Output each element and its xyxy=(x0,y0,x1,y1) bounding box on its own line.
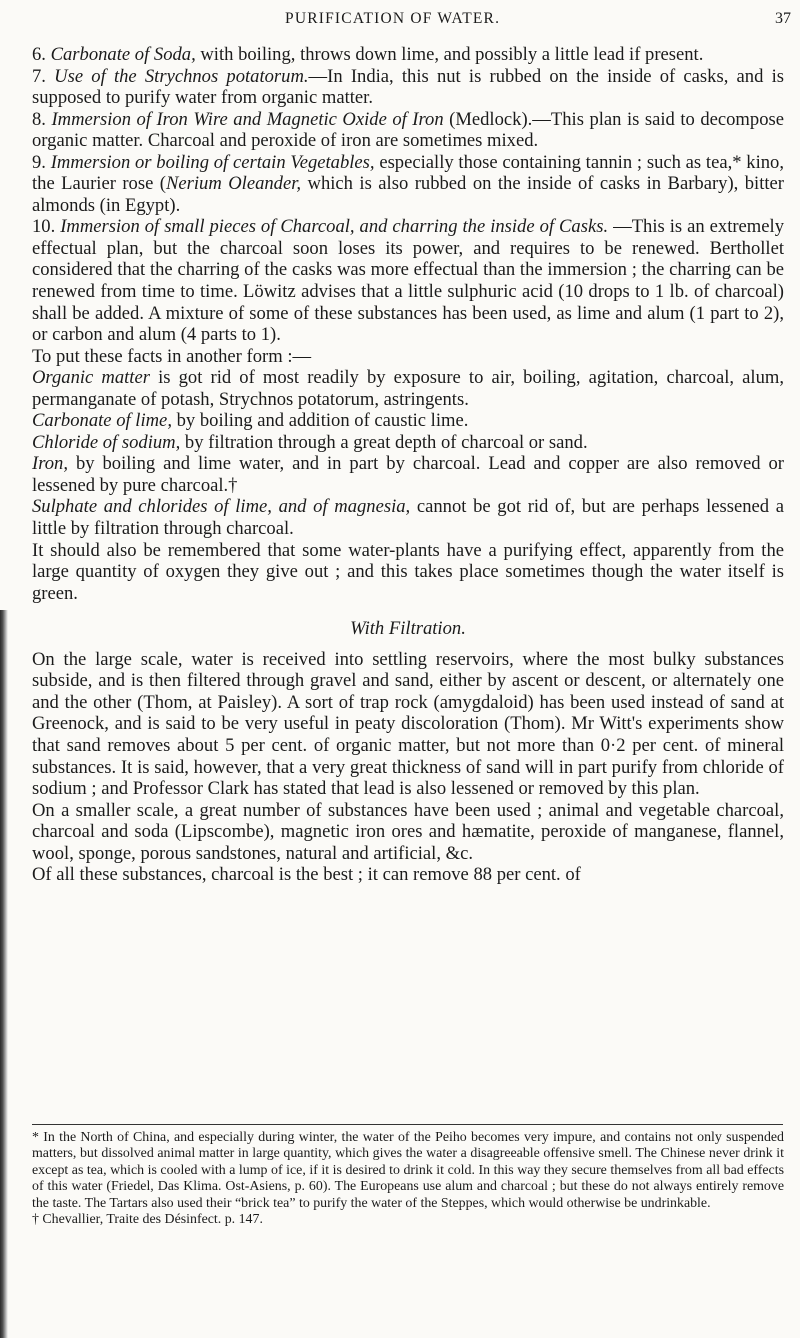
para-text: —In India, this nut is rubbed on the inside of casks, and is supposed to purify water from organic matter. xyxy=(32,65,785,109)
paragraph-8 xyxy=(32,109,784,152)
footnote-rule xyxy=(32,1124,783,1125)
paragraph-large-scale: On the large scale, water is received into settling reservoirs, where the most bulky substances subside, and is then filtered through gravel and sand, either by ascent or descent, or alternately one and the other (Thom, at Paisley). A sort of trap rock (amygdaloid) has been used instead of sand at Greenock, and is said to be very useful in peaty discoloration (Thom). Mr Witt's experiments show that sand removes about 5 per cent. of organic matter, but not more than 0·2 per cent. of mineral substances. It is said, however, that a very great thickness of sand will in part purify from chloride of sodium ; and Professor Clark has stated that lead is also lessened or removed by this plan. xyxy=(32,648,784,800)
body-text xyxy=(32,44,784,886)
paragraph-carbonate-of-lime xyxy=(32,410,784,432)
para-text: by boiling and addition of caustic lime. xyxy=(171,410,469,432)
footnotes xyxy=(32,1130,784,1228)
para-text: especially those containing tannin ; such as tea,* kino, the Laurier rose ( xyxy=(32,151,785,195)
para-number: 8. xyxy=(32,108,52,130)
para-title: Organic matter xyxy=(32,367,150,389)
para-text: which is also rubbed on the inside of casks in Barbary), bitter almonds (in Egypt). xyxy=(32,173,784,216)
para-title: Immersion or boiling of certain Vegetables, xyxy=(50,151,375,173)
para-text: by boiling and lime water, and in part by charcoal. Lead and copper are also removed or lessened by pure charcoal.† xyxy=(32,453,784,496)
page-header xyxy=(0,10,800,40)
para-italic: Nerium Oleander, xyxy=(166,173,302,195)
footnote-chevallier: † Chevallier, Traite des Désinfect. p. 147. xyxy=(32,1212,263,1228)
para-number: 10. xyxy=(32,216,61,238)
para-number: 9. xyxy=(32,151,51,173)
para-title: Chloride of sodium, xyxy=(32,431,181,453)
para-number: 7. xyxy=(32,65,55,87)
paragraph-9 xyxy=(32,152,784,217)
page-number: 37 xyxy=(775,10,791,27)
paragraph-10 xyxy=(32,216,784,345)
para-text: by filtration through a great depth of charcoal or sand. xyxy=(180,431,588,453)
para-title: Use of the Strychnos potatorum. xyxy=(54,65,309,87)
para-title: Immersion of Iron Wire and Magnetic Oxide of Iron xyxy=(51,108,444,130)
para-title: Sulphate and chlorides of lime, and of magnesia, xyxy=(32,496,411,518)
running-title: PURIFICATION OF WATER. xyxy=(285,10,501,27)
footnote-china: * In the North of China, and especially during winter, the water of the Peiho becomes very impure, and contains not only suspended matters, but dissolved animal matter in large quantity, which gives the water a disagreeable offensive smell. The Chinese never drink it except as tea, which is cooled with a lump of ice, if it is desired to drink it cold. In this way they secure themselves from all bad effects of this water (Friedel, Das Klima. Ost-Asiens, p. 60). The Europeans use alum and charcoal ; but these do not always entirely remove the taste. The Tartars also used their “brick tea” to purify the water of the Steppes, which would otherwise be undrinkable. xyxy=(32,1130,784,1211)
para-title: Carbonate of Soda, xyxy=(50,44,196,65)
section-heading: With Filtration. xyxy=(350,618,466,640)
paragraph-organic-matter xyxy=(32,367,784,410)
page-edge-shadow xyxy=(0,610,8,1338)
paragraph-charcoal-best: Of all these substances, charcoal is the best ; it can remove 88 per cent. of xyxy=(32,864,581,886)
paragraph-6 xyxy=(32,44,784,66)
para-title: Immersion of small pieces of Charcoal, and charring the inside of Casks. xyxy=(60,216,609,238)
para-text: (Medlock).—This plan is said to decompose organic matter. Charcoal and peroxide of iron are sometimes mixed. xyxy=(32,108,784,152)
paragraph-7 xyxy=(32,66,784,109)
paragraph-sulphate xyxy=(32,496,784,539)
para-text: cannot be got rid of, but are perhaps lessened a little by filtration through charcoal. xyxy=(32,496,784,540)
para-text: with boiling, throws down lime, and possibly a little lead if present. xyxy=(195,44,704,65)
paragraph-iron xyxy=(32,453,784,496)
para-title: Carbonate of lime, xyxy=(32,410,172,432)
paragraph-chloride-of-sodium xyxy=(32,432,784,454)
para-text: —This is an extremely effectual plan, but the charcoal soon loses its power, and requires to be renewed. Berthollet considered that the charring of the casks was more effectual than the immersion ; the charring can be renewed from time to time. Löwitz advises that a little sulphuric acid (10 drops to 1 lb. of charcoal) shall be added. A mixture of some of these substances has been used, as lime and alum (1 part to 2), or carbon and alum (4 parts to 1). xyxy=(32,216,784,346)
paragraph-smaller-scale: On a smaller scale, a great number of substances have been used ; animal and vegetable charcoal, charcoal and soda (Lipscombe), magnetic iron ores and hæmatite, peroxide of manganese, flannel, wool, sponge, porous sandstones, natural and artificial, &c. xyxy=(32,799,784,864)
paragraph-another-form: To put these facts in another form :— xyxy=(32,345,312,367)
paragraph-water-plants: It should also be remembered that some water-plants have a purifying effect, apparently from the large quantity of oxygen they give out ; and this takes place sometimes though the water itself is green. xyxy=(32,539,784,604)
para-title: Iron, xyxy=(32,453,68,475)
para-number: 6. xyxy=(32,44,51,65)
para-text: is got rid of most readily by exposure to air, boiling, agitation, charcoal, alum, permanganate of potash, Strychnos potatorum, astringents. xyxy=(32,367,785,410)
